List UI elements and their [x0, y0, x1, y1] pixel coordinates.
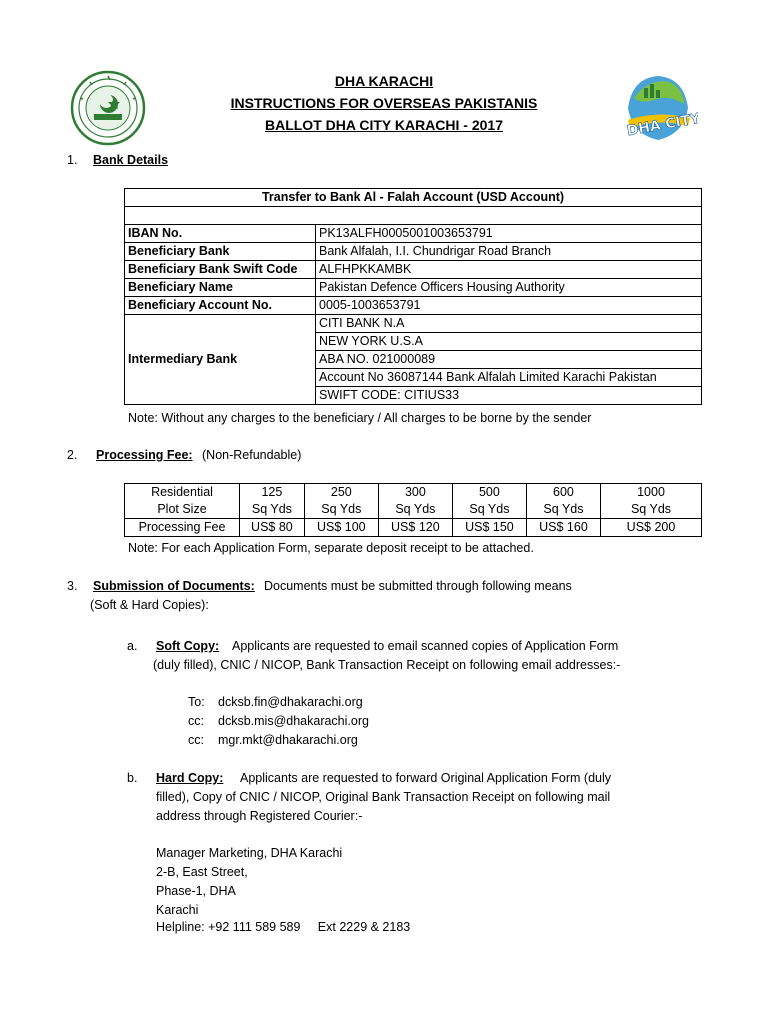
processing-fee-value: US$ 150 [452, 519, 526, 537]
hard-copy-text-line3: address through Registered Courier:- [156, 809, 363, 823]
intermediary-bank-value: Account No 36087144 Bank Alfalah Limited Karachi Pakistan [316, 369, 702, 387]
soft-copy-letter: a. [127, 639, 138, 653]
email-to-prefix: To: [188, 695, 205, 709]
intermediary-bank-label: Intermediary Bank [125, 315, 316, 405]
doc-title-org: DHA KARACHI [334, 73, 434, 89]
plot-size-unit: Sq Yds [526, 501, 600, 519]
address-line: 2-B, East Street, [156, 865, 248, 879]
bank-row-label: Beneficiary Bank [125, 243, 316, 261]
email-cc-address[interactable]: dcksb.mis@dhakarachi.org [218, 714, 369, 728]
plot-size-value: 1000 [601, 484, 702, 502]
doc-title-instructions: INSTRUCTIONS FOR OVERSEAS PAKISTANIS [230, 95, 538, 111]
plot-size-value: 250 [304, 484, 378, 502]
plot-size-unit: Sq Yds [378, 501, 452, 519]
processing-fee-value: US$ 100 [304, 519, 378, 537]
bank-row-value: Pakistan Defence Officers Housing Authority [316, 279, 702, 297]
helpline: Helpline: +92 111 589 589 Ext 2229 & 2183 [156, 920, 411, 934]
plot-size-unit: Sq Yds [601, 501, 702, 519]
plot-size-value: 300 [378, 484, 452, 502]
bank-table-title: Transfer to Bank Al - Falah Account (USD Account) [125, 189, 702, 207]
intermediary-bank-value: CITI BANK N.A [316, 315, 702, 333]
processing-fee-value: US$ 80 [240, 519, 305, 537]
doc-title-ballot: BALLOT DHA CITY KARACHI - 2017 [264, 117, 504, 133]
processing-fee-table [124, 483, 702, 537]
hard-copy-letter: b. [127, 771, 138, 785]
soft-copy-text-line2: (duly filled), CNIC / NICOP, Bank Transaction Receipt on following email addresses:- [153, 658, 621, 672]
email-to-address[interactable]: dcksb.fin@dhakarachi.org [218, 695, 363, 709]
bank-row-value: 0005-1003653791 [316, 297, 702, 315]
section2-number: 2. [67, 448, 78, 462]
fee-row-label-processing-fee: Processing Fee [125, 519, 240, 537]
section3-number: 3. [67, 579, 78, 593]
plot-size-value: 500 [452, 484, 526, 502]
address-line: Phase-1, DHA [156, 884, 236, 898]
bank-table-spacer [125, 207, 702, 225]
bank-row-value: PK13ALFH0005001003653791 [316, 225, 702, 243]
svg-text:DHA CITY: DHA CITY [625, 110, 698, 140]
plot-size-value: 600 [526, 484, 600, 502]
email-cc-prefix: cc: [188, 733, 204, 747]
section3-text: Documents must be submitted through following means [264, 579, 572, 593]
soft-copy-text-line1: Applicants are requested to email scanned copies of Application Form [232, 639, 619, 653]
bank-details-table [124, 188, 702, 405]
intermediary-bank-value: ABA NO. 021000089 [316, 351, 702, 369]
section1-heading: Bank Details [93, 153, 169, 167]
hard-copy-text-line1: Applicants are requested to forward Original Application Form (duly [240, 771, 612, 785]
processing-fee-value: US$ 120 [378, 519, 452, 537]
bank-row-label: Beneficiary Account No. [125, 297, 316, 315]
fee-row-label-plot-size: Plot Size [125, 501, 240, 519]
plot-size-value: 125 [240, 484, 305, 502]
section3-heading: Submission of Documents: [93, 579, 255, 593]
hard-copy-text-line2: filled), Copy of CNIC / NICOP, Original Bank Transaction Receipt on following mail [156, 790, 611, 804]
fee-note: Note: For each Application Form, separate deposit receipt to be attached. [128, 541, 534, 555]
bank-row-label: Beneficiary Bank Swift Code [125, 261, 316, 279]
section3-text2: (Soft & Hard Copies): [90, 598, 209, 612]
email-cc-address[interactable]: mgr.mkt@dhakarachi.org [218, 733, 358, 747]
bank-note: Note: Without any charges to the beneficiary / All charges to be borne by the sender [128, 411, 592, 425]
bank-row-value: ALFHPKKAMBK [316, 261, 702, 279]
intermediary-bank-value: NEW YORK U.S.A [316, 333, 702, 351]
plot-size-unit: Sq Yds [452, 501, 526, 519]
hard-copy-heading: Hard Copy: [156, 771, 224, 785]
processing-fee-value: US$ 160 [526, 519, 600, 537]
plot-size-unit: Sq Yds [304, 501, 378, 519]
plot-size-unit: Sq Yds [240, 501, 305, 519]
intermediary-bank-value: SWIFT CODE: CITIUS33 [316, 387, 702, 405]
processing-fee-value: US$ 200 [601, 519, 702, 537]
email-cc-prefix: cc: [188, 714, 204, 728]
section2-subheading: (Non-Refundable) [202, 448, 302, 462]
section2-heading: Processing Fee: [96, 448, 193, 462]
bank-row-label: IBAN No. [125, 225, 316, 243]
bank-row-label: Beneficiary Name [125, 279, 316, 297]
soft-copy-heading: Soft Copy: [156, 639, 220, 653]
address-line: Manager Marketing, DHA Karachi [156, 846, 343, 860]
section1-number: 1. [67, 153, 78, 167]
address-line: Karachi [156, 903, 199, 917]
bank-row-value: Bank Alfalah, I.I. Chundrigar Road Branch [316, 243, 702, 261]
fee-row-label-residential: Residential [125, 484, 240, 502]
